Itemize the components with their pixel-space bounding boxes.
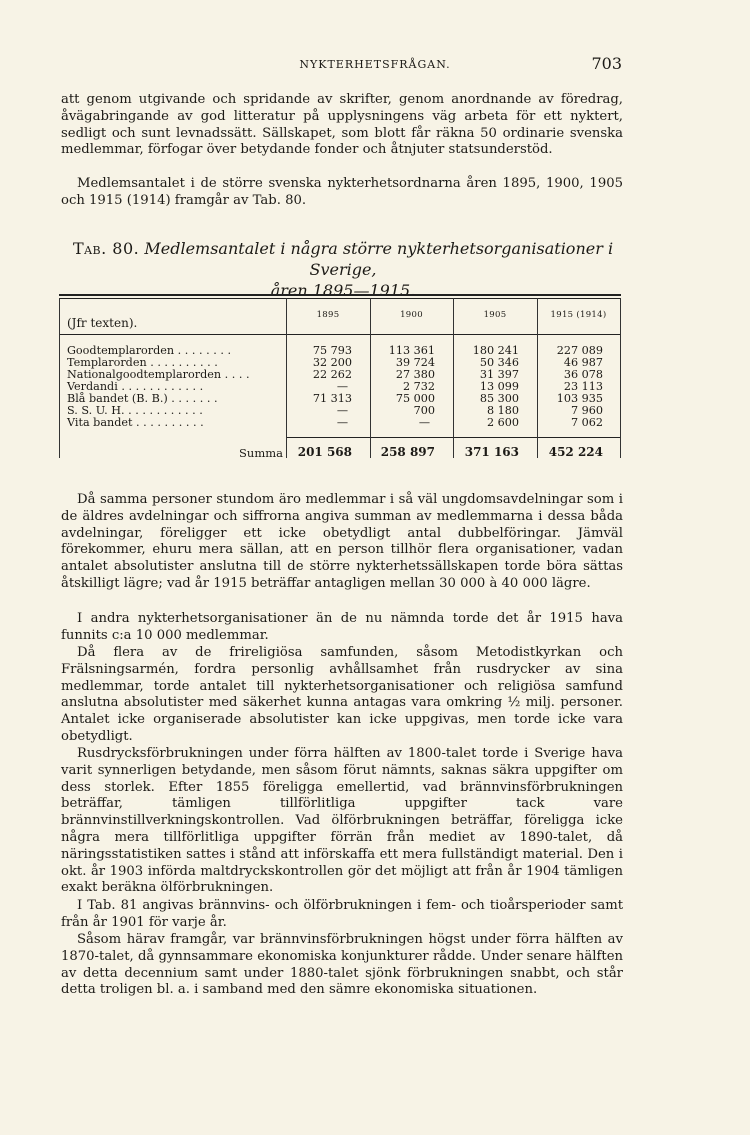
table-cell: 71 313 [312,392,352,405]
table-cell: 31 397 [479,368,519,381]
table-cell: 75 793 [312,344,352,357]
column-header-1900: 1900 [400,310,423,320]
table-cell: 50 346 [479,356,519,369]
table-cell: 85 300 [479,392,519,405]
paragraph-tab81: I Tab. 81 angivas brännvins- och ölförbrukningen i fem- och tioårsperioder samt från år 1901 för varje år. [61,898,623,930]
membership-table [59,294,621,462]
table-cell: 103 935 [556,392,603,405]
table-right-rule [620,298,621,458]
paragraph-membership-intro: Medlemsantalet i de större svenska nykterhetsordnarna åren 1895, 1900, 1905 och 1915 (1914) framgår av Tab. 80. [61,176,623,208]
table-cell: 32 200 [312,356,352,369]
table-left-rule [59,298,60,458]
table-cell: — [336,380,348,393]
table-row-label: Vita bandet . . . . . . . . . . [67,416,204,429]
sum-cell: 371 163 [464,445,519,459]
column-header-1915: 1915 (1914) [550,310,607,320]
table-cell: 46 987 [563,356,603,369]
paragraph-intro: att genom utgivande och spridande av skrifter, genom anordnande av föredrag, åvägabringande av god litteratur på upplysningens väg arbeta för ett nyktert, sedligt och sunt levnadssätt. Sällskapet, som blott får räkna 50 ordinarie svenska medlemmar, förfogar över betydande fonder och åtnjuter statsunderstöd. [61,92,623,158]
table-cell: 7 062 [570,416,603,429]
table-title-line1: Medlemsantalet i några större nykterhetsorganisationer i Sverige, [144,239,614,279]
table-cell: 27 380 [395,368,435,381]
table-caption [58,238,628,301]
column-header-1905: 1905 [483,310,507,320]
sum-label: Summa [239,446,283,460]
table-label: Tab. 80. [72,239,140,258]
table-reference-note: (Jfr texten). [67,316,138,330]
table-row-label: Verdandi . . . . . . . . . . . . [67,380,204,393]
paragraph-double-counting: Då samma personer stundom äro medlemmar i så väl ungdomsavdelningar som i de äldres avdelningar och siffrorna angiva summan av medlemmarna i dessa båda avdelningar, föreligger ett icke obetydligt antal dubbelföringar. Jämväl förekommer, ehuru mera sällan, att en person tillhör flera organisationer, vadan antalet absolutister anslutna till de större nykterhetssällskapen torde böra sättas åtskilligt lägre; vad år 1915 beträffar antagligen mellan 30 000 à 40 000 lägre. [61,492,623,591]
running-title: NYKTERHETSFRÅGAN. [299,58,451,71]
table-cell: — [336,404,348,417]
table-cell: 180 241 [472,344,519,357]
table-cell: 2 600 [486,416,519,429]
table-row-label: Goodtemplarorden . . . . . . . . [67,344,232,357]
table-cell: 2 732 [402,380,435,393]
sum-cell: 201 568 [297,445,352,459]
column-header-1895: 1895 [316,310,340,320]
table-cell: 23 113 [563,380,603,393]
paragraph-free-churches: Då flera av de frireligiösa samfunden, såsom Metodistkyrkan och Frälsningsarmén, fordra personlig avhållsamhet från rusdrycker av sina medlemmar, torde antalet till nykterhetsorganisationer och religiösa samfund anslutna absolutister med säkerhet kunna antagas vara omkring ½ milj. personer. Antalet icke organiserade absolutister kan icke uppgivas, men torde icke vara obetydligt. [61,645,623,744]
table-title-line2: åren 1895—1915. [270,281,416,300]
paragraph-consumption-history: Rusdrycksförbrukningen under förra hälften av 1800-talet torde i Sverige hava varit synnerligen betydande, men såsom förut nämnts, saknas säkra uppgifter om dess storlek. Efter 1855 föreligga emellertid, vad brännvinsförbrukningen beträffar, tämligen tillförlitliga uppgifter tack vare brännvinstillverkningskontrollen. Vad ölförbrukningen beträffar, föreligga icke några mera tillförlitliga uppgifter förrän från mediet av 1890-talet, då näringsstatistiken sattes i stånd att införskaffa ett mera fullständigt material. Den i okt. år 1903 införda maltdryckskontrollen gör det möjligt att från år 1904 tämligen exakt beräkna ölförbrukningen. [61,746,623,896]
table-cell: 8 180 [486,404,519,417]
table-row-label: Templarorden . . . . . . . . . . [67,356,218,369]
sum-cell: 258 897 [380,445,435,459]
page-number: 703 [591,54,622,73]
table-row-label: Nationalgoodtemplarorden . . . . [67,368,250,381]
table-cell: 700 [413,404,435,417]
paragraph-1870s: Såsom härav framgår, var brännvinsförbrukningen högst under förra hälften av 1870-talet, då gynnsammare ekonomiska konjunkturer rådde. Under senare hälften av detta decennium samt under 1880-talet sjönk förbrukningen snabbt, och står detta troligen bl. a. i samband med den sämre ekonomiska situationen. [61,932,623,998]
paragraph-other-orgs: I andra nykterhetsorganisationer än de nu nämnda torde det år 1915 hava funnits c:a 10 000 medlemmar. [61,611,623,643]
table-cell: — [418,416,430,429]
table-cell: 7 960 [570,404,603,417]
table-cell: 113 361 [388,344,435,357]
sum-cell: 452 224 [548,445,603,459]
table-row-label: Blå bandet (B. B.) . . . . . . . [67,392,218,405]
table-cell: — [336,416,348,429]
table-cell: 22 262 [312,368,352,381]
table-row-label: S. S. U. H. . . . . . . . . . . . [67,404,203,417]
table-cell: 13 099 [479,380,519,393]
table-top-rule [59,294,621,296]
table-cell: 36 078 [563,368,603,381]
table-cell: 227 089 [556,344,603,357]
table-cell: 75 000 [395,392,435,405]
table-cell: 39 724 [395,356,435,369]
